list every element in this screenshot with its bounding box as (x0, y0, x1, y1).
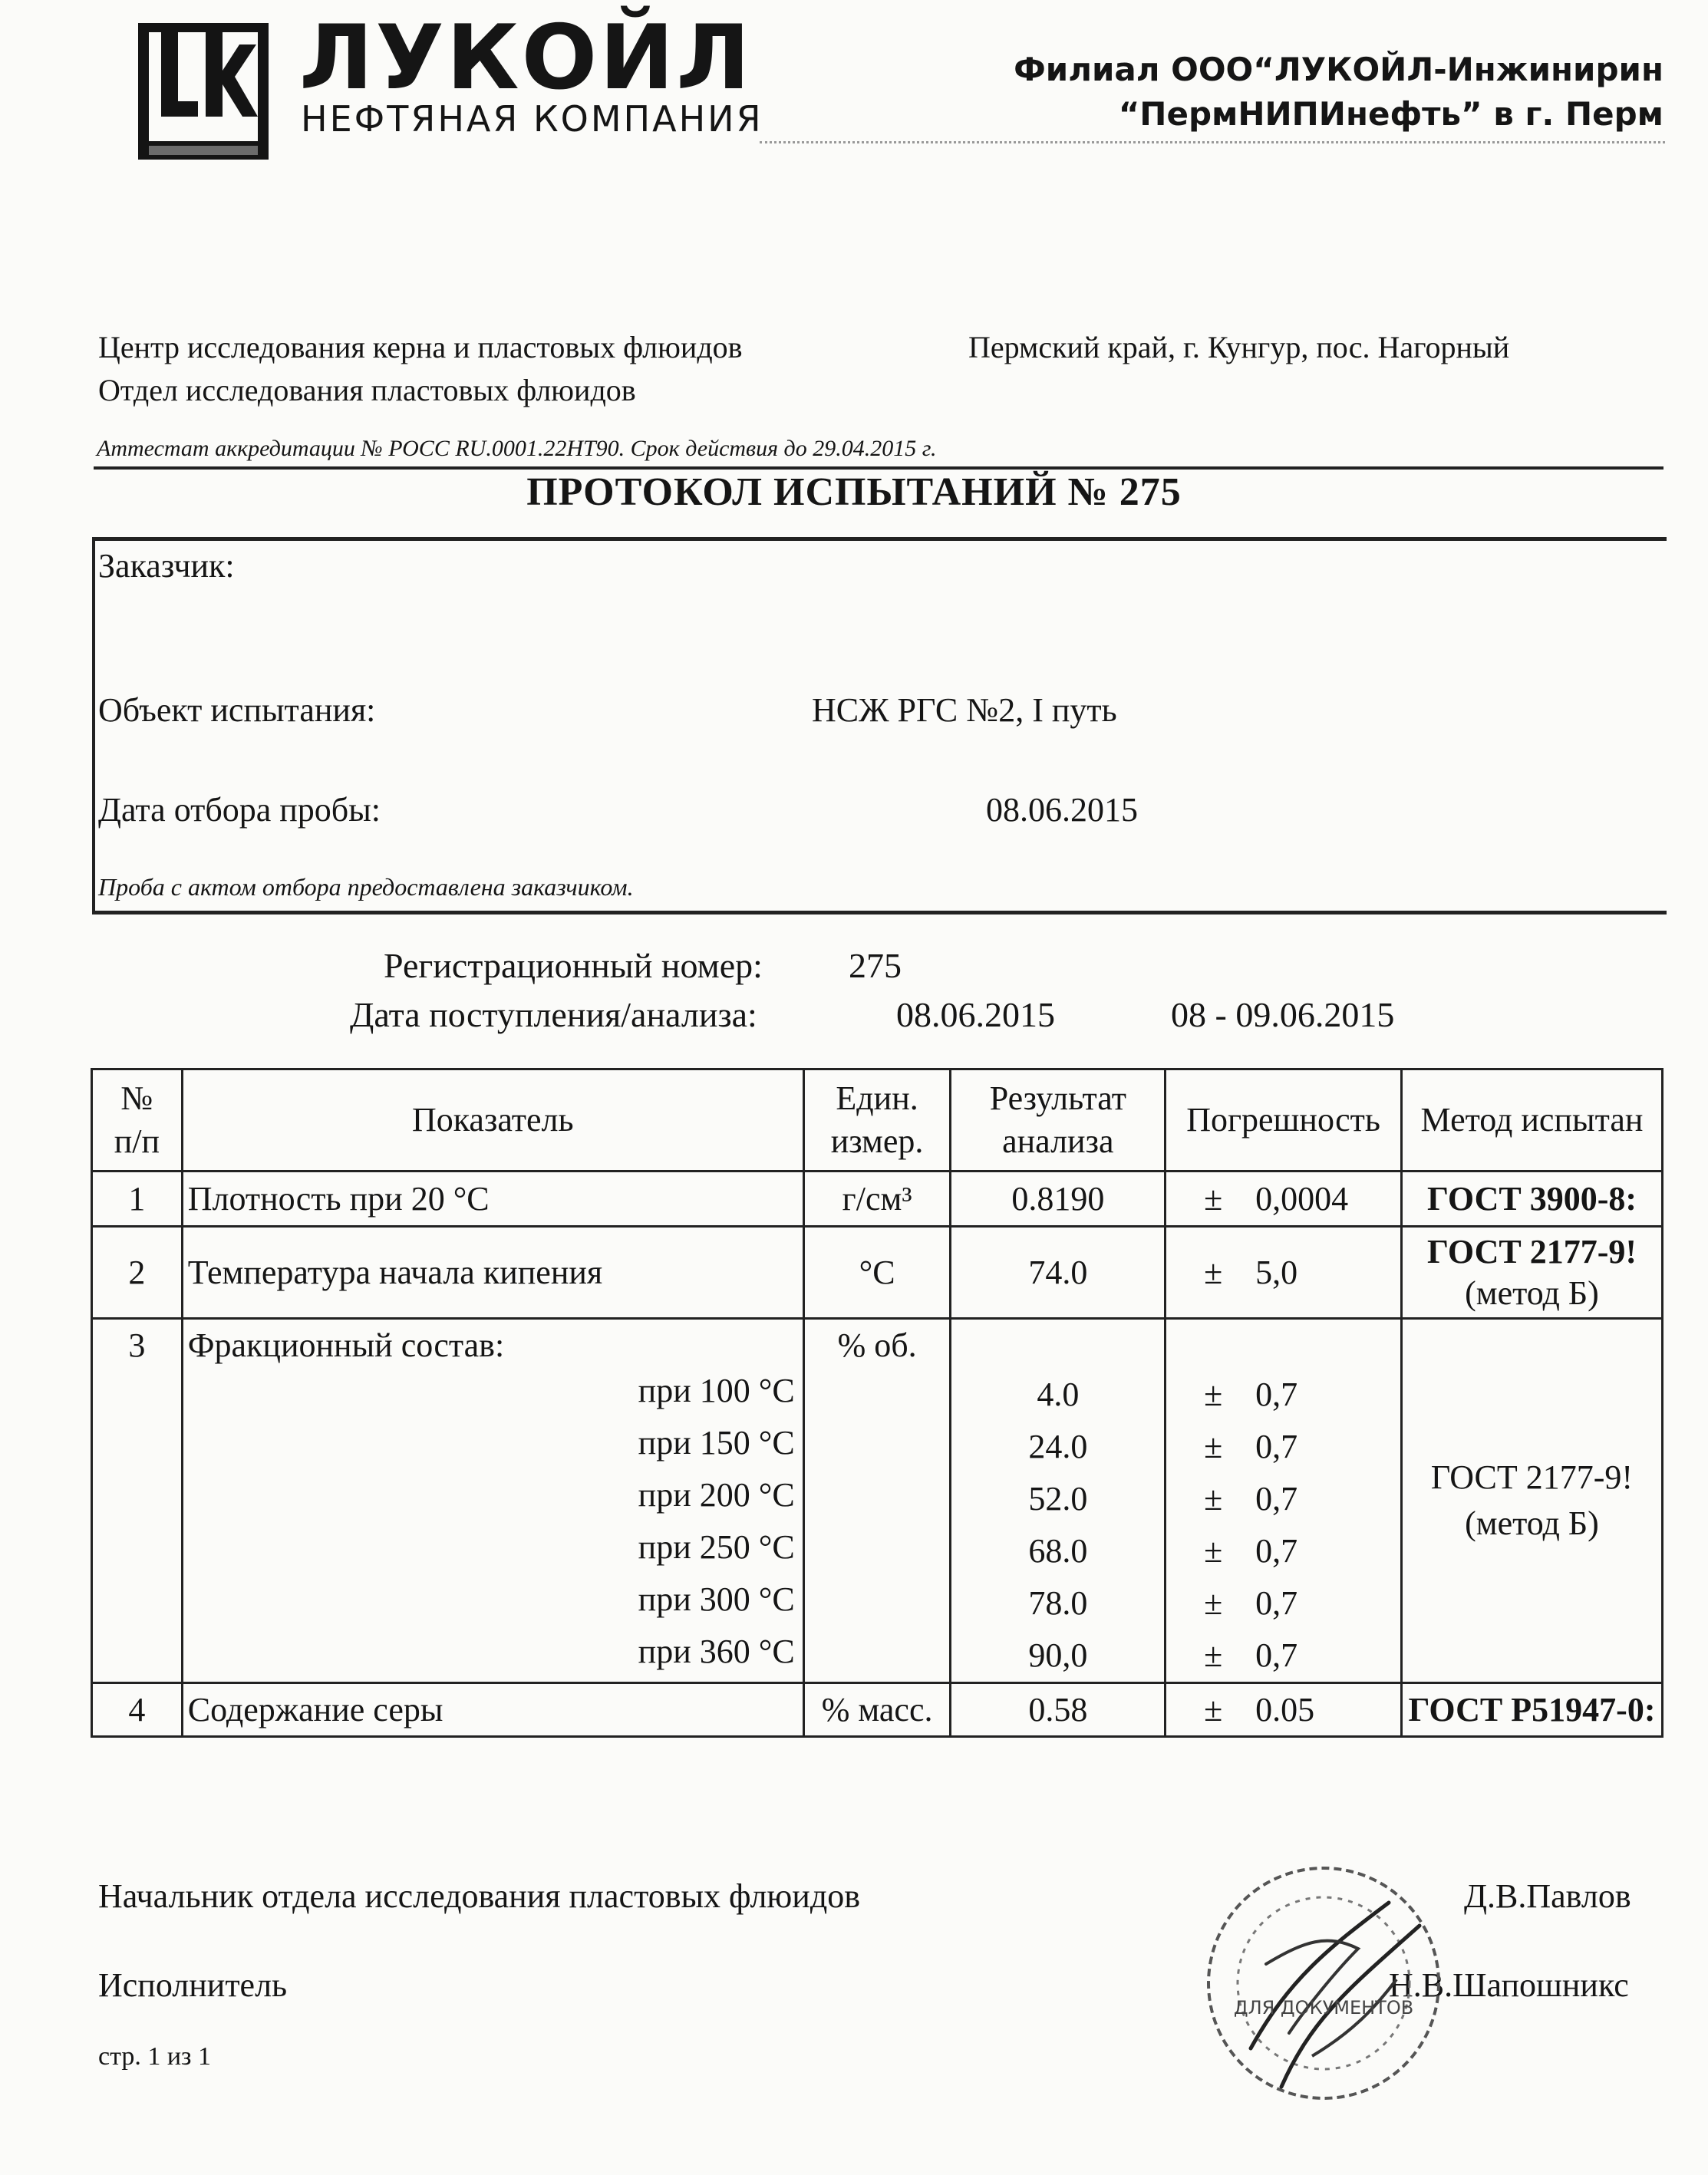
fraction-error: ± 0,7 (1204, 1480, 1298, 1518)
fraction-temp: при 250 °С (638, 1528, 795, 1566)
fraction-title: Фракционный состав: (187, 1326, 505, 1364)
header-divider (760, 141, 1665, 150)
sample-date-value: 08.06.2015 (986, 791, 1138, 829)
table-row (92, 1683, 1663, 1737)
analysis-date: 08 - 09.06.2015 (1171, 995, 1395, 1034)
row-unit: °С (803, 1227, 951, 1319)
row-method: ГОСТ Р51947-0: (1401, 1683, 1662, 1737)
fraction-error: ± 0,7 (1204, 1636, 1298, 1674)
row-unit: г/см³ (803, 1172, 951, 1227)
row-result: 0.58 (951, 1683, 1166, 1737)
svg-text:ДЛЯ ДОКУМЕНТОВ: ДЛЯ ДОКУМЕНТОВ (1233, 1997, 1414, 2018)
lukoil-logo (138, 23, 269, 160)
branch-line-2: “ПермНИПИнефть” в г. Перм (1118, 95, 1663, 133)
header-indicator: Показатель (182, 1069, 803, 1172)
fraction-result: 78.0 (1028, 1584, 1088, 1622)
row-indicator (182, 1319, 803, 1683)
registration-number-label: Регистрационный номер: (384, 946, 763, 985)
fraction-result: 52.0 (1028, 1480, 1088, 1518)
received-date: 08.06.2015 (896, 995, 1055, 1034)
fraction-result: 24.0 (1028, 1428, 1088, 1465)
sample-note: Проба с актом отбора предоставлена заказчиком. (98, 873, 634, 901)
table-row (92, 1172, 1663, 1227)
head-of-department-name: Д.В.Павлов (1464, 1877, 1631, 1915)
row-number: 1 (92, 1172, 183, 1227)
registration-number: 275 (849, 946, 902, 985)
header-result: Результат анализа (951, 1069, 1166, 1172)
fraction-temp: при 200 °С (638, 1476, 795, 1514)
document-title: ПРОТОКОЛ ИСПЫТАНИЙ № 275 (526, 470, 1182, 514)
fraction-error: ± 0,7 (1204, 1584, 1298, 1622)
row-error: ± 5,0 (1166, 1227, 1402, 1319)
table-row (92, 1319, 1663, 1683)
fraction-result: 68.0 (1028, 1532, 1088, 1570)
header-method: Метод испытан (1401, 1069, 1662, 1172)
object-value: НСЖ РГС №2, I путь (812, 691, 1117, 729)
department: Отдел исследования пластовых флюидов (98, 373, 636, 407)
accreditation: Аттестат аккредитации № РОСС RU.0001.22НТ90. Срок действия до 29.04.2015 г. (97, 436, 937, 461)
research-center: Центр исследования керна и пластовых флюидов (98, 330, 743, 364)
lukoil-logo-icon (138, 23, 269, 160)
fraction-result: 90,0 (1028, 1636, 1088, 1674)
received-date-label: Дата поступления/анализа: (350, 995, 757, 1034)
table-header-row (92, 1069, 1663, 1172)
results-table (91, 1068, 1663, 1738)
stamp-and-signature (1197, 1857, 1450, 2110)
fraction-result: 4.0 (1037, 1376, 1080, 1413)
row-result: 0.8190 (951, 1172, 1166, 1227)
head-of-department-label: Начальник отдела исследования пластовых флюидов (98, 1877, 861, 1915)
fraction-error: ± 0,7 (1204, 1428, 1298, 1465)
header-error: Погрешность (1166, 1069, 1402, 1172)
row-unit: % масс. (803, 1683, 951, 1737)
row-error: ± 0.05 (1166, 1683, 1402, 1737)
brand-name: ЛУКОЙЛ (299, 6, 753, 110)
fraction-temp: при 100 °С (638, 1372, 795, 1409)
fraction-temp: при 360 °С (638, 1633, 795, 1670)
fraction-temp: при 300 °С (638, 1580, 795, 1618)
row-method: ГОСТ 2177-9! (метод Б) (1401, 1227, 1662, 1319)
header-unit: Един. измер. (803, 1069, 951, 1172)
executor-label: Исполнитель (98, 1966, 288, 2004)
row-indicator: Содержание серы (182, 1683, 803, 1737)
row-indicator: Плотность при 20 °С (182, 1172, 803, 1227)
row-number: 2 (92, 1227, 183, 1319)
object-label: Объект испытания: (98, 691, 376, 729)
table-row (92, 1227, 1663, 1319)
fraction-error: ± 0,7 (1204, 1376, 1298, 1413)
row-unit: % об. (803, 1319, 951, 1683)
page-number: стр. 1 из 1 (98, 2042, 211, 2071)
row-method: ГОСТ 2177-9! (метод Б) (1401, 1319, 1662, 1683)
fraction-temperatures (188, 1365, 798, 1678)
row-result: 74.0 (951, 1227, 1166, 1319)
brand-subtitle: НЕФТЯНАЯ КОМПАНИЯ (301, 98, 763, 140)
row-indicator: Температура начала кипения (182, 1227, 803, 1319)
fraction-temp: при 150 °С (638, 1424, 795, 1462)
executor-name: Н.В.Шапошникс (1389, 1966, 1629, 2004)
row-number: 3 (92, 1319, 183, 1683)
row-error: ± 0,0004 (1166, 1172, 1402, 1227)
branch-line-1: Филиал ООО“ЛУКОЙЛ-Инжинирин (1014, 51, 1663, 88)
sample-date-label: Дата отбора пробы: (98, 791, 381, 829)
address: Пермский край, г. Кунгур, пос. Нагорный (968, 330, 1510, 364)
org-block (98, 326, 743, 412)
stamp-seal-icon (1197, 1857, 1450, 2110)
header-number: № п/п (92, 1069, 183, 1172)
customer-label: Заказчик: (98, 547, 235, 585)
branch-name (1014, 48, 1663, 137)
fraction-error: ± 0,7 (1204, 1532, 1298, 1570)
row-number: 4 (92, 1683, 183, 1737)
row-method: ГОСТ 3900-8: (1401, 1172, 1662, 1227)
row-result (951, 1319, 1166, 1683)
row-error (1166, 1319, 1402, 1683)
